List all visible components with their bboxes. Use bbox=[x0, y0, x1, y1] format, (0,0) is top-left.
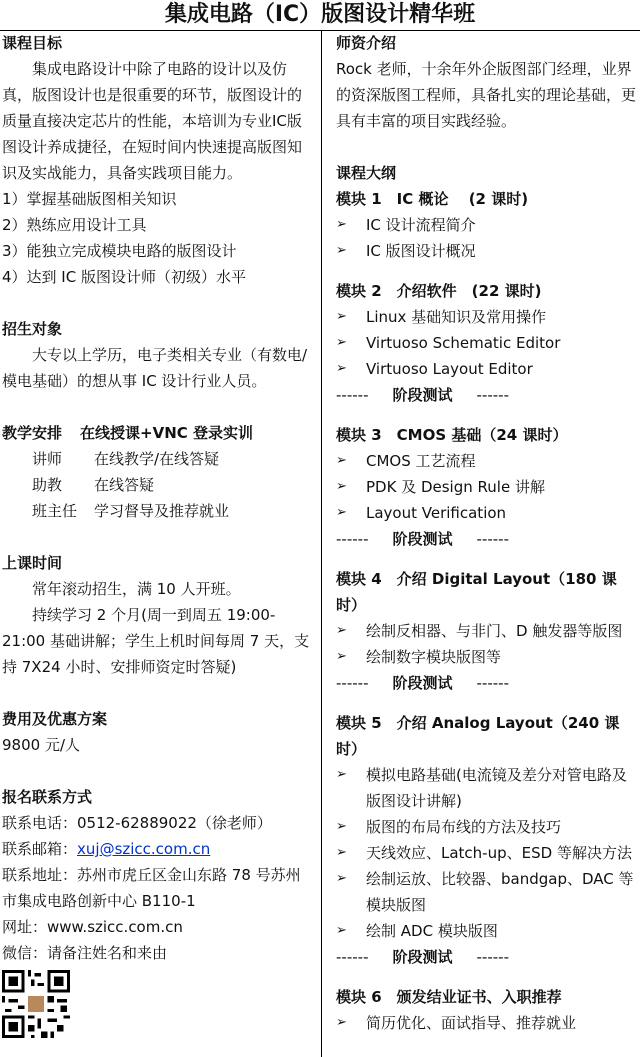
arrange-heading-label: 教学安排 bbox=[2, 424, 63, 442]
module-item-text: 绘制 ADC 模块版图 bbox=[366, 922, 498, 940]
time-text-2: 持续学习 2 个月(周一到周五 19:00-21:00 基础讲解；学生上机时间每周 7 天，支持 7X24 小时、安排师资定时答疑) bbox=[2, 606, 310, 676]
wechat-qr-code bbox=[2, 970, 70, 1038]
module-item bbox=[336, 644, 636, 670]
goal-heading: 课程目标 bbox=[2, 34, 63, 52]
module-item-text: 天线效应、Latch-up、ESD 等解决方法 bbox=[366, 844, 632, 862]
goal-item: 3）能独立完成模块电路的版图设计 bbox=[2, 242, 237, 260]
module-item bbox=[336, 356, 636, 382]
arrange-role: 助教 bbox=[32, 476, 63, 494]
module-item-text: PDK 及 Design Rule 讲解 bbox=[366, 478, 545, 496]
teacher-text: Rock 老师，十余年外企版图部门经理，业界的资深版图工程师，具备扎实的理论基础，更具有丰富的项目实践经验。 bbox=[336, 60, 637, 130]
module-item-text: 版图的布局布线的方法及技巧 bbox=[366, 818, 562, 836]
stage-label: 阶段测试 bbox=[392, 530, 453, 548]
module-item bbox=[336, 762, 636, 814]
module-item bbox=[336, 1010, 636, 1036]
module-item bbox=[336, 814, 636, 840]
module-item bbox=[336, 448, 636, 474]
arrange-row bbox=[2, 446, 314, 472]
contact-heading: 报名联系方式 bbox=[2, 788, 93, 806]
arrow-bullet-icon: ➢ bbox=[336, 871, 347, 886]
module-title: 模块 6 颁发结业证书、入职推荐 bbox=[336, 988, 562, 1006]
module-item bbox=[336, 212, 636, 238]
arrow-bullet-icon: ➢ bbox=[336, 243, 347, 258]
arrange-heading bbox=[2, 420, 314, 446]
stage-test bbox=[336, 670, 636, 696]
arrange-row bbox=[2, 472, 314, 498]
target-text: 大专以上学历，电子类相关专业（有数电/模电基础）的想从事 IC 设计行业人员。 bbox=[2, 346, 308, 390]
stage-dash: ------ bbox=[336, 530, 369, 548]
stage-dash: ------ bbox=[336, 948, 369, 966]
module-item-text: Virtuoso Schematic Editor bbox=[366, 334, 561, 352]
contact-wechat: 微信：请备注姓名和来由 bbox=[2, 944, 168, 962]
module-item-text: 绘制数字模块版图等 bbox=[366, 648, 502, 666]
contact-website: 网址：www.szicc.com.cn bbox=[2, 918, 183, 936]
stage-label: 阶段测试 bbox=[392, 386, 453, 404]
arrange-duty: 在线教学/在线答疑 bbox=[94, 450, 220, 468]
module-title: 模块 5 介绍 Analog Layout（240 课时） bbox=[336, 714, 620, 758]
module-item bbox=[336, 866, 636, 918]
stage-dash: ------ bbox=[336, 386, 369, 404]
module-item-text: 模拟电路基础(电流镜及差分对管电路及版图设计讲解) bbox=[366, 766, 627, 810]
module-title: 模块 2 介绍软件 (22 课时) bbox=[336, 282, 542, 300]
arrange-duty: 在线答疑 bbox=[94, 476, 155, 494]
arrange-duty: 学习督导及推荐就业 bbox=[94, 502, 230, 520]
stage-test bbox=[336, 944, 636, 970]
module-item-text: IC 版图设计概况 bbox=[366, 242, 476, 260]
goal-item: 4）达到 IC 版图设计师（初级）水平 bbox=[2, 268, 246, 286]
stage-dash: ------ bbox=[476, 386, 509, 404]
arrow-bullet-icon: ➢ bbox=[336, 453, 347, 468]
module-item-text: 绘制反相器、与非门、D 触发器等版图 bbox=[366, 622, 623, 640]
stage-label: 阶段测试 bbox=[392, 948, 453, 966]
module-item bbox=[336, 840, 636, 866]
stage-test bbox=[336, 382, 636, 408]
arrow-bullet-icon: ➢ bbox=[336, 767, 347, 782]
module-item bbox=[336, 330, 636, 356]
stage-dash: ------ bbox=[336, 674, 369, 692]
email-link[interactable]: xuj@szicc.com.cn bbox=[77, 840, 211, 858]
module-item bbox=[336, 474, 636, 500]
goal-item: 1）掌握基础版图相关知识 bbox=[2, 190, 177, 208]
stage-label: 阶段测试 bbox=[392, 674, 453, 692]
goal-item: 2）熟练应用设计工具 bbox=[2, 216, 147, 234]
target-heading: 招生对象 bbox=[2, 320, 63, 338]
module-item bbox=[336, 304, 636, 330]
arrow-bullet-icon: ➢ bbox=[336, 923, 347, 938]
arrange-row bbox=[2, 498, 314, 524]
arrow-bullet-icon: ➢ bbox=[336, 623, 347, 638]
fee-text: 9800 元/人 bbox=[2, 736, 80, 754]
left-column bbox=[2, 30, 314, 1042]
module-list bbox=[336, 186, 636, 1036]
arrow-bullet-icon: ➢ bbox=[336, 335, 347, 350]
goal-intro: 集成电路设计中除了电路的设计以及仿真，版图设计也是很重要的环节，版图设计的质量直接决定芯片的性能，本培训为专业IC版图设计养成捷径，在短时间内快速提高版图知识及实战能力，具备实践项目能力。 bbox=[2, 60, 303, 182]
time-heading: 上课时间 bbox=[2, 554, 63, 572]
stage-dash: ------ bbox=[476, 674, 509, 692]
module-item-text: Virtuoso Layout Editor bbox=[366, 360, 533, 378]
arrow-bullet-icon: ➢ bbox=[336, 479, 347, 494]
contact-address: 联系地址：苏州市虎丘区金山东路 78 号苏州市集成电路创新中心 B110-1 bbox=[2, 866, 301, 910]
fee-heading: 费用及优惠方案 bbox=[2, 710, 108, 728]
module-item bbox=[336, 918, 636, 944]
module-item-text: IC 设计流程简介 bbox=[366, 216, 476, 234]
outline-heading: 课程大纲 bbox=[336, 164, 397, 182]
arrow-bullet-icon: ➢ bbox=[336, 217, 347, 232]
time-text-1: 常年滚动招生，满 10 人开班。 bbox=[32, 580, 241, 598]
arrow-bullet-icon: ➢ bbox=[336, 505, 347, 520]
module-item-text: CMOS 工艺流程 bbox=[366, 452, 476, 470]
arrow-bullet-icon: ➢ bbox=[336, 309, 347, 324]
arrange-role: 班主任 bbox=[32, 502, 78, 520]
module-item bbox=[336, 238, 636, 264]
contact-phone: 联系电话：0512-62889022（徐老师） bbox=[2, 814, 272, 832]
stage-test bbox=[336, 526, 636, 552]
stage-dash: ------ bbox=[476, 530, 509, 548]
arrange-role: 讲师 bbox=[32, 450, 63, 468]
module-item-text: 简历优化、面试指导、推荐就业 bbox=[366, 1014, 577, 1032]
arrow-bullet-icon: ➢ bbox=[336, 361, 347, 376]
module-item-text: 绘制运放、比较器、bandgap、DAC 等模块版图 bbox=[366, 870, 634, 914]
arrow-bullet-icon: ➢ bbox=[336, 1015, 347, 1030]
page-title: 集成电路（IC）版图设计精华班 bbox=[164, 2, 476, 27]
arrange-heading-extra: 在线授课+VNC 登录实训 bbox=[80, 424, 253, 442]
module-item-text: Layout Verification bbox=[366, 504, 507, 522]
column-divider bbox=[321, 30, 322, 1057]
module-item bbox=[336, 618, 636, 644]
module-title: 模块 1 IC 概论 (2 课时) bbox=[336, 190, 529, 208]
contact-mail bbox=[2, 836, 314, 862]
module-item bbox=[336, 500, 636, 526]
arrow-bullet-icon: ➢ bbox=[336, 819, 347, 834]
teacher-heading: 师资介绍 bbox=[336, 34, 397, 52]
right-column bbox=[336, 30, 636, 1036]
arrow-bullet-icon: ➢ bbox=[336, 649, 347, 664]
module-title: 模块 4 介绍 Digital Layout（180 课时） bbox=[336, 570, 617, 614]
arrow-bullet-icon: ➢ bbox=[336, 845, 347, 860]
module-item-text: Linux 基础知识及常用操作 bbox=[366, 308, 547, 326]
stage-dash: ------ bbox=[476, 948, 509, 966]
contact-mail-label: 联系邮箱： bbox=[2, 840, 78, 858]
module-title: 模块 3 CMOS 基础（24 课时） bbox=[336, 426, 568, 444]
